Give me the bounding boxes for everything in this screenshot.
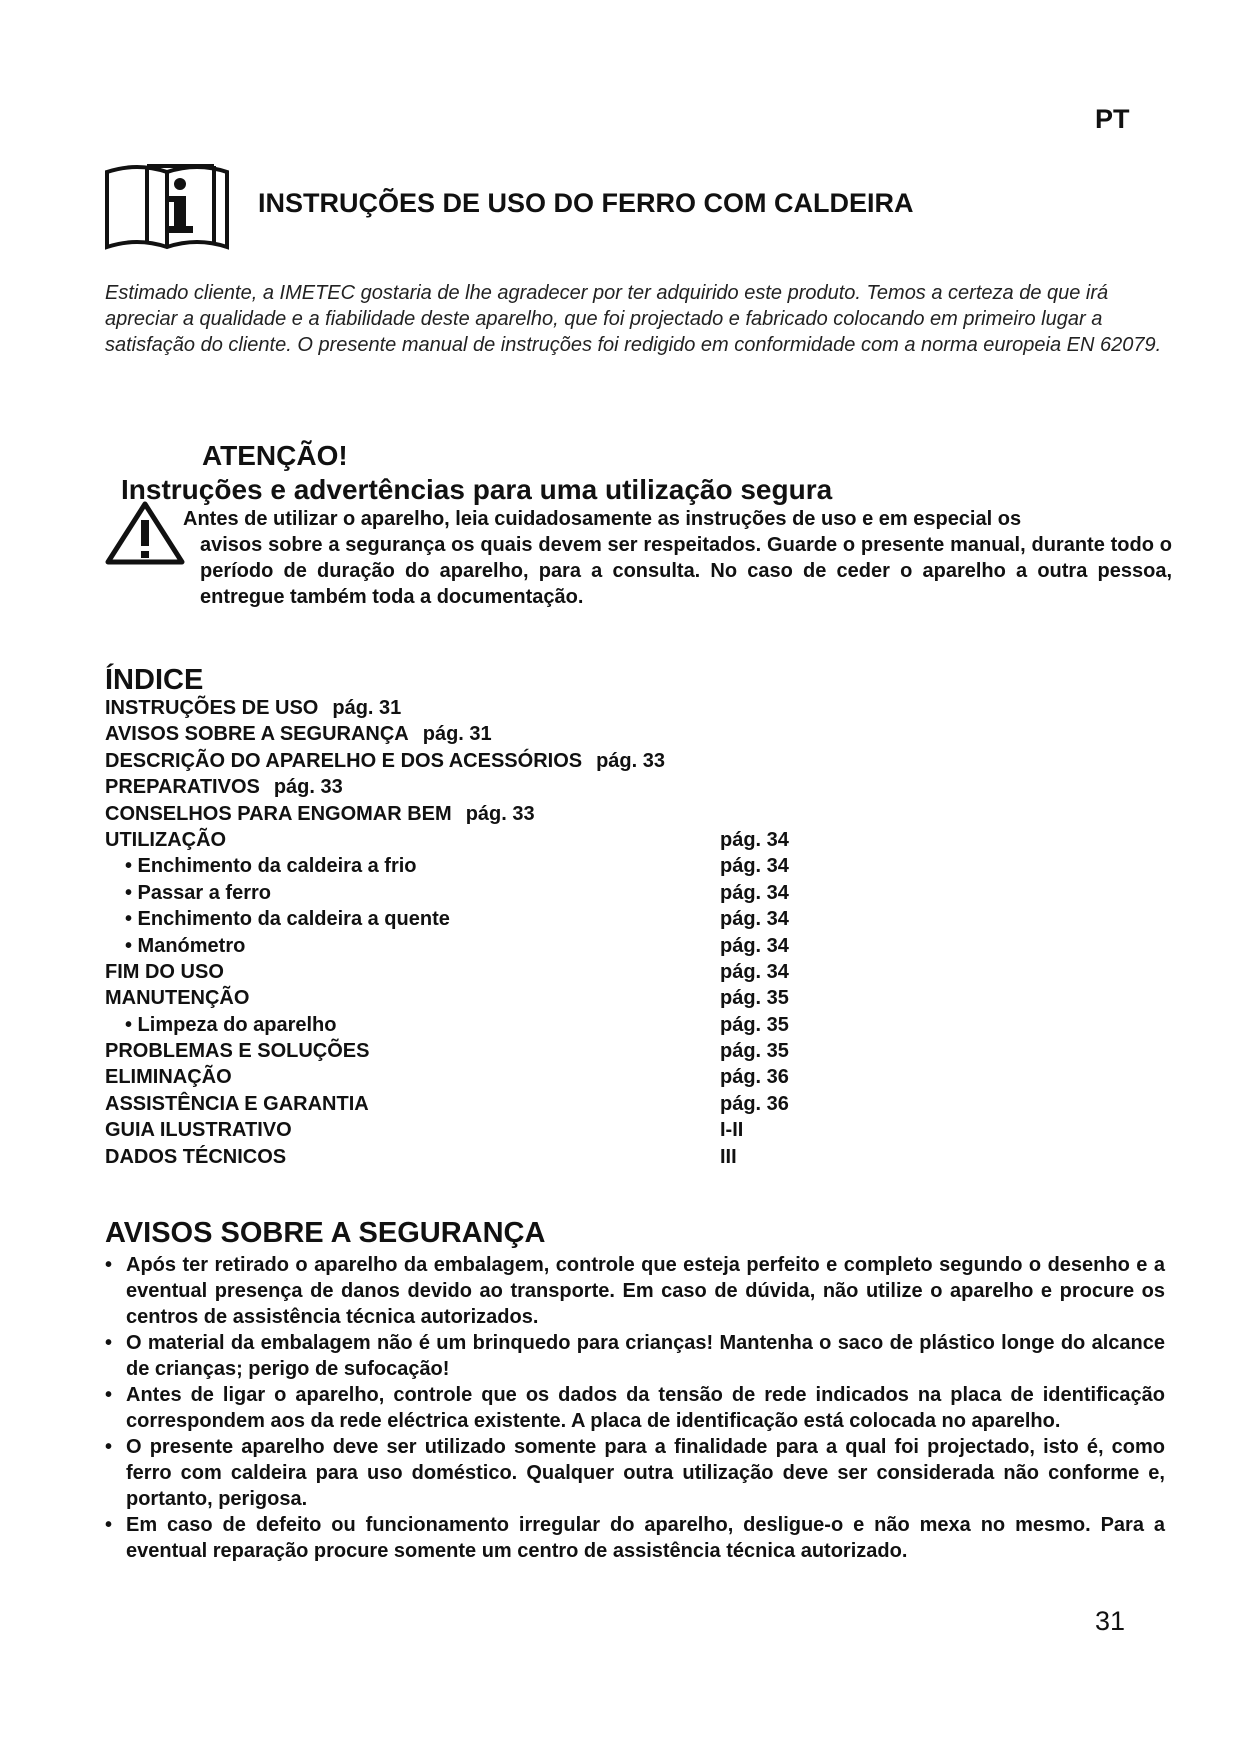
attention-subtitle: Instruções e advertências para uma utilização segura	[121, 474, 833, 505]
index-label: • Enchimento da caldeira a quente	[125, 908, 450, 931]
index-row	[105, 853, 905, 879]
safety-item	[105, 1512, 1165, 1564]
index-label: • Passar a ferro	[125, 881, 271, 904]
index-row	[105, 959, 905, 985]
safety-item	[105, 1330, 1165, 1382]
index-page: pág. 31	[422, 723, 492, 746]
index-page: pág. 34	[720, 828, 789, 851]
index-row	[105, 1064, 905, 1090]
page-number: 31	[1095, 1606, 1126, 1636]
index-row	[105, 721, 905, 747]
safety-item	[105, 1382, 1165, 1434]
bullet: •	[105, 1254, 113, 1276]
index-row	[105, 748, 905, 774]
index-label: DADOS TÉCNICOS	[105, 1145, 287, 1168]
index-label: DESCRIÇÃO DO APARELHO E DOS ACESSÓRIOS	[105, 749, 583, 772]
index-row	[105, 1038, 905, 1064]
index-page: pág. 34	[720, 960, 789, 983]
index-page: pág. 33	[465, 802, 535, 825]
index-label: UTILIZAÇÃO	[105, 828, 227, 851]
safety-item-text: O material da embalagem não é um brinquedo para crianças! Mantenha o saco de plástico longe do alcance de crianças; perigo de sufocação!	[126, 1332, 1165, 1380]
bullet: •	[105, 1384, 113, 1406]
index-page: pág. 35	[720, 1013, 789, 1036]
index-page: pág. 36	[720, 1092, 789, 1115]
index-label: MANUTENÇÃO	[105, 987, 250, 1010]
safety-item-text: Antes de ligar o aparelho, controle que os dados da tensão de rede indicados na placa de identificação correspondem aos da rede eléctrica existente. A placa de identificação está colocada no aparelho.	[126, 1384, 1165, 1432]
index-page: pág. 33	[273, 776, 343, 799]
safety-item-text: O presente aparelho deve ser utilizado somente para a finalidade para a qual foi projectado, isto é, como ferro com caldeira para uso doméstico. Qualquer outra utilização deve ser considerada não conforme e, portanto, perigosa.	[126, 1436, 1165, 1510]
index-label: INSTRUÇÕES DE USO	[105, 697, 319, 719]
index-page: pág. 33	[596, 749, 666, 772]
index-row	[105, 1091, 905, 1117]
safety-item-text: Após ter retirado o aparelho da embalagem, controle que esteja perfeito e completo segundo o desenho e a eventual presença de danos devido ao transporte. Em caso de dúvida, não utilize o aparelho e procure os centros de assistência técnica autorizados.	[126, 1254, 1165, 1328]
info-book-icon	[104, 158, 230, 250]
index-row	[105, 827, 905, 853]
index-row	[105, 695, 905, 721]
index-label: • Manómetro	[125, 934, 246, 957]
index-row	[105, 1012, 905, 1038]
safety-title: AVISOS SOBRE A SEGURANÇA	[105, 1217, 546, 1249]
attention-title: ATENÇÃO!	[202, 440, 348, 471]
bullet: •	[105, 1436, 113, 1458]
language-code: PT	[1095, 104, 1130, 134]
index-label: GUIA ILUSTRATIVO	[105, 1119, 292, 1142]
bullet: •	[105, 1332, 113, 1354]
index-label: FIM DO USO	[105, 960, 224, 983]
safety-item	[105, 1252, 1165, 1330]
safety-list	[105, 1252, 1165, 1564]
intro-paragraph: Estimado cliente, a IMETEC gostaria de lhe agradecer por ter adquirido este produto. Temos a certeza de que irá apreciar a qualidade e a fiabilidade deste aparelho, que foi projectado e fabricado colocando em primeiro lugar a satisfação do cliente. O presente manual de instruções foi redigido em conformidade com a norma europeia EN 62079.	[105, 282, 1162, 356]
index-page: pág. 34	[720, 855, 789, 878]
index-row	[105, 801, 905, 827]
index-page: pág. 31	[332, 697, 402, 719]
index-label: • Limpeza do aparelho	[125, 1013, 337, 1036]
attention-first-line: Antes de utilizar o aparelho, leia cuidadosamente as instruções de uso e em especial os	[183, 508, 1022, 530]
index-page: pág. 36	[720, 1066, 789, 1089]
index-page: pág. 35	[720, 987, 789, 1010]
index-page: pág. 35	[720, 1040, 789, 1063]
bullet: •	[105, 1514, 113, 1536]
safety-item-text: Em caso de defeito ou funcionamento irregular do aparelho, desligue-o e não mexa no mesmo. Para a eventual reparação procure somente um centro de assistência técnica autorizado.	[126, 1514, 1165, 1562]
index-page: III	[720, 1145, 737, 1168]
warning-triangle-icon	[104, 500, 186, 566]
index-page: pág. 34	[720, 934, 789, 957]
index-label: PROBLEMAS E SOLUÇÕES	[105, 1040, 370, 1063]
index-list	[105, 695, 905, 1170]
index-label: PREPARATIVOS	[105, 776, 260, 799]
index-label: ASSISTÊNCIA E GARANTIA	[105, 1092, 369, 1115]
index-label: CONSELHOS PARA ENGOMAR BEM	[105, 802, 452, 825]
index-label: • Enchimento da caldeira a frio	[125, 855, 417, 878]
index-row	[105, 880, 905, 906]
index-page: pág. 34	[720, 881, 789, 904]
index-row	[105, 1144, 905, 1170]
index-row	[105, 774, 905, 800]
index-row	[105, 906, 905, 932]
attention-body	[183, 506, 1172, 610]
safety-item	[105, 1434, 1165, 1512]
index-row	[105, 933, 905, 959]
attention-body-text: avisos sobre a segurança os quais devem ser respeitados. Guarde o presente manual, durante todo o período de duração do aparelho, para a consulta. No caso de ceder o aparelho a outra pessoa, entregue também toda a documentação.	[200, 534, 1172, 608]
index-page: pág. 34	[720, 908, 789, 931]
page-title: INSTRUÇÕES DE USO DO FERRO COM CALDEIRA	[258, 188, 914, 218]
index-page: I-II	[720, 1119, 744, 1142]
index-row	[105, 985, 905, 1011]
index-title: ÍNDICE	[105, 664, 204, 696]
index-label: ELIMINAÇÃO	[105, 1066, 232, 1089]
index-row	[105, 1117, 905, 1143]
index-label: AVISOS SOBRE A SEGURANÇA	[105, 723, 409, 746]
